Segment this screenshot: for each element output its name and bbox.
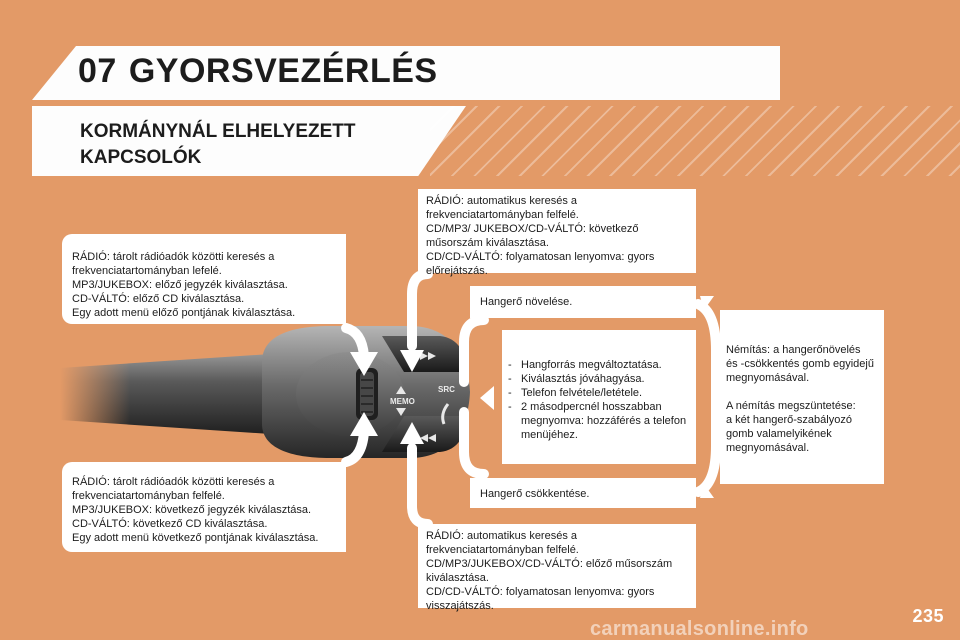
section-title-line2: KAPCSOLÓK (80, 147, 202, 168)
list-dash: - (508, 401, 512, 413)
box-next-station (62, 462, 346, 552)
list-text: Kiválasztás jóváhagyása. (521, 373, 645, 385)
box-source-select (502, 330, 696, 464)
list-dash: - (508, 373, 512, 385)
text-line: RÁDIÓ: tárolt rádióadók közötti keresés a (72, 251, 275, 263)
watermark: carmanualsonline.info (590, 618, 809, 640)
section-title-line1: KORMÁNYNÁL ELHELYEZETT (80, 121, 356, 142)
list-item (508, 386, 690, 400)
text-line: CD/CD-VÁLTÓ: folyamatosan lenyomva: gyors (426, 586, 655, 598)
box-previous-station (62, 234, 346, 324)
text-line: MP3/JUKEBOX: következő jegyzék kiválasztása. (72, 504, 312, 516)
text-line: CD-VÁLTÓ: következő CD kiválasztása. (72, 518, 268, 530)
text-line: a két hangerő-szabályozó (726, 414, 852, 426)
list-dash: - (508, 359, 512, 371)
text-line: CD-VÁLTÓ: előző CD kiválasztása. (72, 293, 245, 305)
text-line: gomb valamelyikének (726, 428, 832, 440)
list-text: menüjéhez. (521, 429, 578, 441)
box-volume-up (470, 286, 696, 318)
memo-label: MEMO (390, 397, 415, 406)
text-line: frekvenciatartományban felfelé. (426, 544, 579, 556)
text-line: Egy adott menü következő pontjának kiválasztása. (72, 532, 319, 544)
text-line: megnyomásával. (726, 372, 810, 384)
text-line: A némítás megszüntetése: (726, 400, 856, 412)
text-line: visszajátszás. (426, 600, 494, 612)
list-item (508, 358, 690, 372)
text-line: előrejátszás. (426, 265, 488, 277)
chapter-title-text: GYORSVEZÉRLÉS (128, 52, 438, 90)
text-line: RÁDIÓ: automatikus keresés a (426, 530, 578, 542)
text-line: Némítás: a hangerőnövelés (726, 344, 861, 356)
src-label: SRC (438, 385, 455, 394)
page-number: 235 (912, 606, 944, 626)
text-line: CD/CD-VÁLTÓ: folyamatosan lenyomva: gyors (426, 251, 655, 263)
text-line: műsorszám kiválasztása. (426, 237, 549, 249)
volume-down-label: Hangerő csökkentése. (480, 488, 590, 500)
text-line: frekvenciatartományban felfelé. (426, 209, 579, 221)
paragraph-gap (726, 385, 878, 399)
box-volume-down (470, 478, 696, 508)
volume-up-label: Hangerő növelése. (480, 296, 573, 308)
text-line: RÁDIÓ: automatikus keresés a (426, 195, 578, 207)
list-text: megnyomva: hozzáférés a telefon (521, 415, 687, 427)
list-text: 2 másodpercnél hosszabban (521, 401, 662, 413)
list-item (508, 372, 690, 386)
box-mute (720, 310, 884, 484)
text-line: megnyomásával. (726, 442, 810, 454)
list-text: Hangforrás megváltoztatása. (521, 359, 662, 371)
list-item (508, 400, 690, 442)
chapter-number: 07 (78, 52, 117, 90)
text-line: Egy adott menü előző pontjának kiválasztása. (72, 307, 296, 319)
text-line: CD/MP3/JUKEBOX/CD-VÁLTÓ: előző műsorszám (426, 558, 673, 570)
text-line: kiválasztása. (426, 572, 489, 584)
list-text: Telefon felvétele/letétele. (521, 387, 643, 399)
box-seek-down (418, 524, 696, 612)
text-line: frekvenciatartományban felfelé. (72, 490, 225, 502)
text-line: MP3/JUKEBOX: előző jegyzék kiválasztása. (72, 279, 288, 291)
list-text-multiline (521, 400, 686, 442)
text-line: RÁDIÓ: tárolt rádióadók közötti keresés a (72, 476, 275, 488)
text-line: CD/MP3/ JUKEBOX/CD-VÁLTÓ: következő (426, 223, 639, 235)
text-line: frekvenciatartományban lefelé. (72, 265, 222, 277)
list-dash: - (508, 387, 512, 399)
text-line: és -csökkentés gomb egyidejű (726, 358, 874, 370)
box-seek-up (418, 189, 696, 277)
